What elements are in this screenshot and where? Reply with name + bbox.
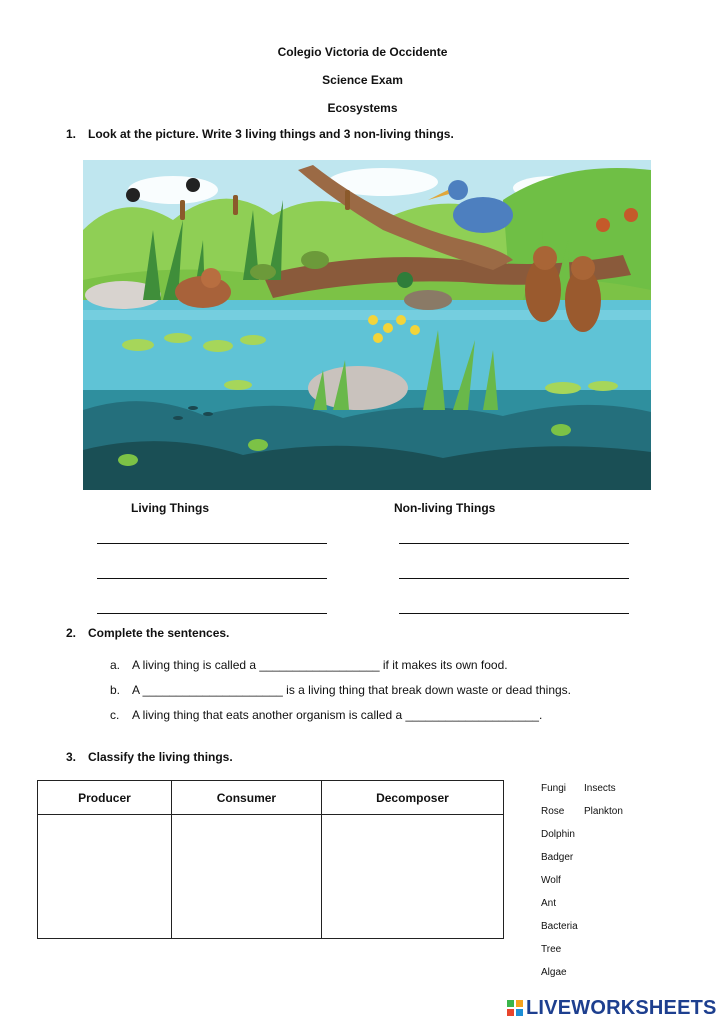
table-header-row [38,781,504,815]
question-3-text: Classify the living things. [88,750,233,764]
question-2-text: Complete the sentences. [88,626,230,640]
school-name: Colegio Victoria de Occidente [277,45,448,59]
table-row [38,815,504,939]
exam-title: Science Exam [322,73,403,87]
nonliving-answer-line-1[interactable] [399,543,629,544]
nonliving-things-heading: Non-living Things [394,501,496,515]
word-ant[interactable]: Ant [541,898,557,909]
brand-text: LIVEWORKSHEETS [526,997,717,1019]
producer-drop-zone[interactable] [38,815,172,939]
pond-ecosystem-illustration [83,160,651,490]
word-plankton[interactable]: Plankton [584,806,623,817]
producer-column-header: Producer [38,781,172,815]
decomposer-column-header: Decomposer [321,781,503,815]
living-things-heading: Living Things [131,501,209,515]
question-3-number: 3. [66,750,77,764]
living-answer-line-2[interactable] [97,578,327,579]
sentence-b[interactable] [110,683,571,697]
word-bacteria[interactable]: Bacteria [541,921,578,932]
nonliving-answer-line-2[interactable] [399,578,629,579]
word-rose[interactable]: Rose [541,806,565,817]
sentence-c-text: A living thing that eats another organism is called a ____________________. [132,708,543,722]
liveworksheets-icon [507,999,523,1015]
sentence-c[interactable] [110,708,542,722]
question-1-number: 1. [66,127,77,141]
exam-topic: Ecosystems [327,101,398,115]
word-dolphin[interactable]: Dolphin [541,829,575,840]
consumer-column-header: Consumer [171,781,321,815]
word-tree[interactable]: Tree [541,944,562,955]
word-fungi[interactable]: Fungi [541,783,567,794]
living-answer-line-1[interactable] [97,543,327,544]
sentence-a-letter: a. [110,658,121,672]
decomposer-drop-zone[interactable] [321,815,503,939]
consumer-drop-zone[interactable] [171,815,321,939]
sentence-a[interactable] [110,658,508,672]
word-algae[interactable]: Algae [541,967,567,978]
sentence-c-letter: c. [110,708,120,722]
living-answer-line-3[interactable] [97,613,327,614]
question-1-text: Look at the picture. Write 3 living things and 3 non-living things. [88,127,454,141]
question-2-number: 2. [66,626,77,640]
nonliving-answer-line-3[interactable] [399,613,629,614]
word-badger[interactable]: Badger [541,852,574,863]
sentence-b-text: A _____________________ is a living thing that break down waste or dead things. [132,683,571,697]
word-insects[interactable]: Insects [584,783,616,794]
question-3 [66,750,233,764]
classification-table [37,780,504,939]
sentence-a-text: A living thing is called a __________________ if it makes its own food. [132,658,508,672]
question-2 [66,626,229,640]
sentence-b-letter: b. [110,683,121,697]
liveworksheets-logo [507,997,717,1020]
question-1 [66,127,454,141]
word-wolf[interactable]: Wolf [541,875,561,886]
pond-scene [83,160,651,490]
